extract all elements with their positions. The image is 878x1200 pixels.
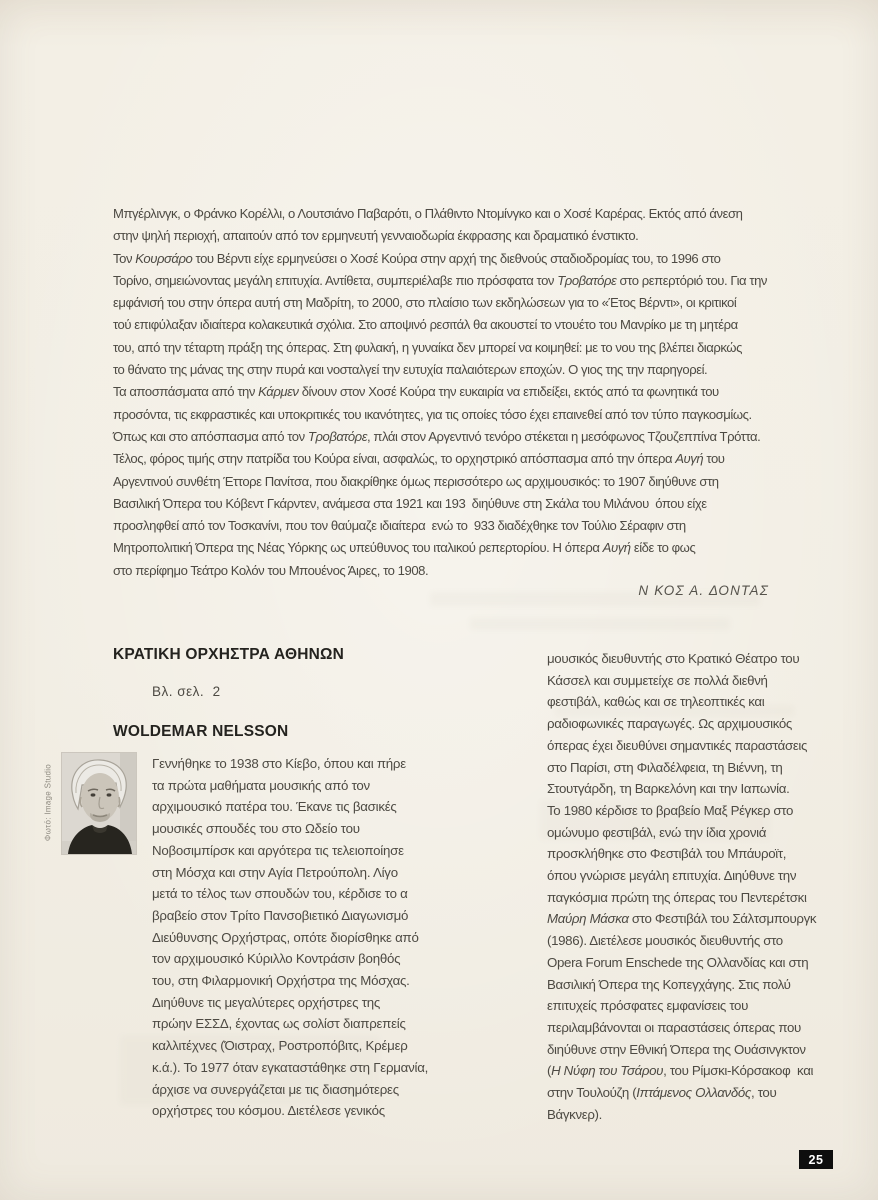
page-number-badge: 25 (799, 1150, 833, 1169)
text-line: εμφάνισή του στην όπερα αυτή στη Μαδρίτη, το 2000, στο πλαίσιο των εκδηλώσεων για το «Έτος Βέρντι», οι κριτικοί (113, 295, 737, 311)
text-line: προσόντα, τις εκφραστικές και υποκριτικές του ικανότητες, για τις οποίες τόσο έχει επαινεθεί από τον τύπο παγκοσμίως. (113, 406, 752, 422)
text-line: Τα αποσπάσματα από την Κάρμεν δίνουν στον Χοσέ Κούρα την ευκαιρία να επιδείξει, εκτός από τα φωνητικά του (113, 384, 719, 400)
text-line: Αργεντινού συνθέτη Έττορε Πανίτσα, που διακρίθηκε όμως περισσότερο ως αρχιμουσικός: το 1907 διηύθυνε στη (113, 473, 719, 489)
text-line: στη Μόσχα και στην Αγία Πετρούπολη. Λίγο (152, 864, 398, 880)
text-line: Το 1980 κέρδισε το βραβείο Μαξ Ρέγκερ στο (547, 802, 794, 818)
article-byline: Ν ΚΟΣ Α. ΔΟΝΤΑΣ (638, 583, 769, 598)
text-line: Τέλος, φόρος τιμής στην πατρίδα του Κούρα είναι, ασφαλώς, το ορχηστρικό απόσπασμα από την όπερα Αυγή του (113, 451, 725, 467)
see-page-reference: Βλ. σελ. 2 (152, 684, 221, 699)
text-line: στο Παρίσι, στη Φιλαδέλφεια, τη Βιέννη, τη (547, 759, 783, 775)
text-line: περιλαμβάνονται οι παραστάσεις όπερας που (547, 1019, 801, 1035)
text-line: Όπως και στο απόσπασμα από τον Τροβατόρε, πλάι στον Αργεντινό τενόρο στέκεται η μεσόφωνος Τζουζεππίνα Τρόττα. (113, 428, 761, 444)
text-line: Κάσσελ και συμμετείχε σε πολλά διεθνή (547, 672, 768, 688)
text-line: στην ψηλή περιοχή, απαιτούν από τον ερμηνευτή γενναιοδωρία έκφρασης και δραματικό ένστικτο. (113, 228, 639, 244)
bio-column-left (152, 753, 457, 1122)
text-line: τον αρχιμουσικό Κύριλλο Κοντράσιν βοηθός (152, 951, 401, 967)
text-line: Opera Forum Enschede της Ολλανδίας και στη (547, 954, 809, 970)
text-line: στο περίφημο Τεάτρο Κολόν του Μπουένος Άιρες, το 1908. (113, 562, 429, 578)
text-line: βραβείο στον Τρίτο Πανσοβιετικό Διαγωνισμό (152, 907, 409, 923)
text-line: προσκλήθηκε στο Φεστιβάλ του Μπάυροϊτ, (547, 846, 787, 862)
text-line: Βάγκνερ). (547, 1106, 602, 1122)
text-line: το θάνατο της μάνας της στην πυρά και νοσταλγεί την ευτυχία παλαιότερων εποχών. Ο γιος της την παρηγορεί. (113, 362, 708, 378)
text-line: τού επιφύλαξαν ιδιαίτερα κολακευτικά σχόλια. Στο αποψινό ρεσιτάλ θα ακουστεί το ντουέτο του Μανρίκο με τη μητέρα (113, 317, 738, 333)
portrait-photo (62, 753, 136, 854)
showthrough-ghost (470, 618, 730, 630)
text-line: τα πρώτα μαθήματα μουσικής από τον (152, 777, 370, 793)
text-line: παγκόσμια πρώτη της όπερας του Πεντερέτσκι (547, 889, 807, 905)
text-line: Μπγέρλινγκ, ο Φράνκο Κορέλλι, ο Λουτσιάνο Παβαρότι, ο Πλάθιντο Ντομίνγκο και ο Χοσέ Καρέρας. Εκτός από άνεση (113, 206, 743, 221)
text-line: του, στη Φιλαρμονική Ορχήστρα της Μόσχας. (152, 973, 410, 989)
text-line: στην Τουλούζη (Ιπτάμενος Ολλανδός, του (547, 1085, 777, 1101)
text-line: μουσικός διευθυντής στο Κρατικό Θέατρο του (547, 651, 800, 666)
text-line: του, από την τέταρτη πράξη της όπερας. Στη φυλακή, η γυναίκα δεν μπορεί να κοιμηθεί: με το νου της βλέπει διαρκώς (113, 339, 742, 355)
text-line: κ.ά.). Το 1977 όταν εγκαταστάθηκε στη Γερμανία, (152, 1059, 429, 1075)
text-line: Διεύθυνσης Ορχήστρας, οπότε διορίσθηκε από (152, 929, 419, 945)
text-line: άρχισε να συνεργάζεται με τις διασημότερες (152, 1081, 399, 1097)
text-line: Γεννήθηκε το 1938 στο Κίεβο, όπου και πήρε (152, 756, 406, 771)
text-line: Διηύθυνε τις μεγαλύτερες ορχήστρες της (152, 994, 380, 1010)
section-title-state-orchestra: ΚΡΑΤΙΚΗ ΟΡΧΗΣΤΡΑ ΑΘΗΝΩΝ (113, 646, 345, 663)
text-line: Μαύρη Μάσκα στο Φεστιβάλ του Σάλτσμπουργκ (547, 911, 817, 927)
text-line: ομώνυμο φεστιβάλ, ενώ την ίδια χρονιά (547, 824, 767, 840)
text-line: ορχήστρες του κόσμου. Διετέλεσε γενικός (152, 1103, 385, 1119)
text-line: (Η Νύφη του Τσάρου, του Ρίμσκι-Κόρσακοφ και (547, 1063, 814, 1079)
text-line: πρώην ΕΣΣΔ, έχοντας ως σολίστ διαπρεπείς (152, 1016, 406, 1032)
text-line: Στουτγάρδη, τη Βαρκελόνη και την Ιαπωνία. (547, 781, 790, 797)
text-line: προσληφθεί από τον Τοσκανίνι, που τον θαύμαζε ιδιαίτερα ενώ το 933 διαδέχθηκε τον Τούλιο Σέραφιν στη (113, 518, 686, 534)
text-line: ραδιοφωνικές παραγωγές. Ως αρχιμουσικός (547, 716, 792, 732)
text-line: Νοβοσιμπίρσκ και αργότερα τις τελειοποίησε (152, 842, 404, 858)
text-line: Τορίνο, σημειώνοντας μεγάλη επιτυχία. Αντίθετα, συμπεριέλαβε πιο πρόσφατα τον Τροβατόρε στο ρεπερτόριό του. Για την (113, 272, 767, 288)
text-line: επιτυχείς πρόσφατες εμφανίσεις του (547, 998, 748, 1014)
text-line: Βασιλική Όπερα του Κόβεντ Γκάρντεν, ανάμεσα στα 1921 και 193 διηύθυνε στη Σκάλα του Μιλάνου όπου είχε (113, 495, 707, 511)
text-line: όπερας έχει διευθύνει σημαντικές παραστάσεις (547, 737, 808, 753)
text-line: μουσικές σπουδές του στο Ωδείο του (152, 821, 360, 837)
article-text (113, 203, 773, 582)
text-line: αρχιμουσικό πατέρα του. Έκανε τις βασικές (152, 799, 397, 815)
bio-column-right (547, 648, 837, 1125)
photo-credit: Φωτό: Image Studio (43, 763, 53, 842)
text-line: (1986). Διετέλεσε μουσικός διευθυντής στο (547, 933, 783, 949)
text-line: Τον Κουρσάρο του Βέρντι είχε ερμηνεύσει ο Χοσέ Κούρα στην αρχή της διεθνούς σταδιοδρομίας του, το 1996 στο (113, 250, 721, 266)
text-line: όπου γνώρισε μεγάλη επιτυχία. Διηύθυνε την (547, 868, 797, 884)
portrait-illustration (62, 753, 136, 854)
text-line: Βασιλική Όπερα της Κοπεγχάγης. Στις πολύ (547, 976, 791, 992)
section-title-woldemar-nelsson: WOLDEMAR NELSSON (113, 723, 289, 740)
text-line: καλλιτέχνες (Όιστραχ, Ροστροπόβιτς, Κρέμερ (152, 1038, 408, 1054)
text-line: μετά το τέλος των σπουδών του, κέρδισε το α (152, 886, 408, 902)
text-line: διηύθυνε στην Εθνική Όπερα της Ουάσινγκτον (547, 1041, 806, 1057)
text-line: φεστιβάλ, καθώς και σε τηλεοπτικές και (547, 694, 765, 710)
text-line: Μητροπολιτική Όπερα της Νέας Υόρκης ως υπεύθυνος του ιταλικού ρεπερτορίου. Η όπερα Αυγή είδε το φως (113, 540, 696, 556)
